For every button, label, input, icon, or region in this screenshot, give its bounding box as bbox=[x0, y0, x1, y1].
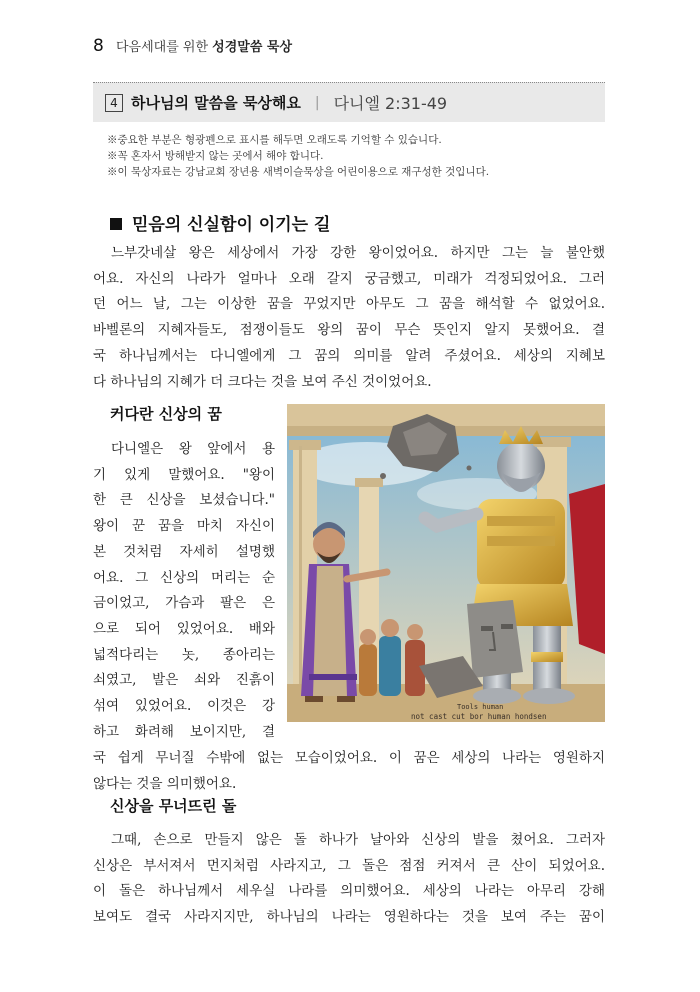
notes bbox=[107, 132, 489, 180]
text-line: 신상은 부서져서 먼지처럼 사라지고, 그 돌은 점점 커져서 큰 산이 되었어요. bbox=[93, 857, 605, 874]
note-line: ※꼭 혼자서 방해받지 않는 곳에서 해야 합니다. bbox=[107, 150, 324, 162]
text-line: 쇠였고, 발은 쇠와 진흙이 bbox=[93, 672, 275, 689]
text-line: 그때, 손으로 만들지 않은 돌 하나가 날아와 신상의 발을 쳤어요. 그러자 bbox=[111, 832, 605, 848]
text-line: 왕이 꾼 꿈을 마치 자신이 bbox=[93, 518, 275, 535]
text-line: 어요. 그 신상의 머리는 순 bbox=[93, 569, 275, 586]
statue-dream-paragraph-cont bbox=[93, 746, 605, 797]
text-line: 이 돌은 하나님께서 세우실 나라를 의미했어요. 세상의 나라는 아무리 강해 bbox=[93, 883, 605, 900]
text-line: 어요. 자신의 나라가 얼마나 오래 갈지 궁금했고, 미래가 걱정되었어요. 그러 bbox=[93, 270, 605, 287]
falling-stone-paragraph bbox=[93, 828, 605, 931]
text-line: 기 있게 말했어요. "왕이 bbox=[93, 466, 275, 483]
section-title-bar bbox=[93, 82, 605, 122]
illustration-caption-top: Tools human bbox=[457, 703, 504, 711]
illustration-caption: not cast cut bor human hondsen bbox=[411, 712, 547, 721]
text-line: 으로 되어 있었어요. 배와 bbox=[93, 620, 275, 637]
text-line: 않다는 것을 의미했어요. bbox=[93, 775, 237, 792]
subheading-statue-dream: 커다란 신상의 꿈 bbox=[110, 405, 222, 423]
text-line: 넓적다리는 놋, 종아리는 bbox=[93, 646, 275, 663]
bystanders bbox=[359, 619, 425, 696]
section-separator: | bbox=[314, 94, 320, 111]
header-title: 성경말씀 묵상 bbox=[212, 40, 293, 55]
subheading-falling-stone: 신상을 무너뜨린 돌 bbox=[110, 797, 237, 815]
square-bullet-icon bbox=[110, 218, 122, 230]
text-line: 바벨론의 지혜자들도, 점쟁이들도 왕의 꿈이 무슨 뜻인지 알지 못했어요. 결 bbox=[93, 322, 605, 339]
main-heading-text: 믿음의 신실함이 이기는 길 bbox=[132, 215, 331, 235]
text-line: 하고 화려해 보이지만, 결 bbox=[93, 723, 275, 740]
text-line: 느부갓네살 왕은 세상에서 가장 강한 왕이었어요. 하지만 그는 늘 불안했 bbox=[111, 245, 605, 261]
page-header bbox=[93, 36, 292, 56]
text-line: 섞여 있었어요. 이것은 강 bbox=[93, 698, 275, 715]
note-line: ※이 묵상자료는 강남교회 장년용 새벽이슬묵상을 어린이용으로 재구성한 것입니다. bbox=[107, 166, 490, 178]
text-line: 던 어느 날, 그는 이상한 꿈을 꾸었지만 아무도 그 꿈을 해석할 수 없었어요. bbox=[93, 296, 605, 313]
text-line: 금이었고, 가슴과 팔은 은 bbox=[93, 595, 275, 612]
text-line: 다 하나님의 지혜가 더 크다는 것을 보여 주신 것이었어요. bbox=[93, 373, 432, 390]
statue-dream-paragraph bbox=[93, 437, 275, 745]
main-heading bbox=[110, 210, 330, 235]
illustration-svg bbox=[287, 404, 605, 722]
header-subtitle: 다음세대를 위한 bbox=[115, 40, 209, 55]
note-line: ※중요한 부분은 형광펜으로 표시를 해두면 오래도록 기억할 수 있습니다. bbox=[107, 134, 442, 146]
text-line: 국 하나님께서는 다니엘에게 그 꿈의 의미를 알려 주셨어요. 세상의 지혜보 bbox=[93, 347, 605, 364]
text-line: 한 큰 신상을 보셨습니다." bbox=[93, 492, 275, 509]
scripture-reference: 다니엘 2:31-49 bbox=[333, 94, 448, 113]
text-line: 국 쉽게 무너질 수밖에 없는 모습이었어요. 이 꿈은 세상의 나라는 영원하지 bbox=[93, 750, 605, 766]
intro-paragraph bbox=[93, 241, 605, 395]
text-line: 보여도 결국 사라지지만, 하나님의 나라는 영원하다는 것을 보여 주는 꿈이 bbox=[93, 909, 605, 926]
statue-illustration bbox=[287, 404, 605, 722]
text-line: 본 것처럼 자세히 설명했 bbox=[93, 543, 275, 560]
section-title: 하나님의 말씀을 묵상해요 bbox=[131, 94, 301, 112]
text-line: 다니엘은 왕 앞에서 용 bbox=[111, 441, 275, 457]
page-number: 8 bbox=[93, 36, 104, 56]
section-number: 4 bbox=[105, 94, 123, 112]
